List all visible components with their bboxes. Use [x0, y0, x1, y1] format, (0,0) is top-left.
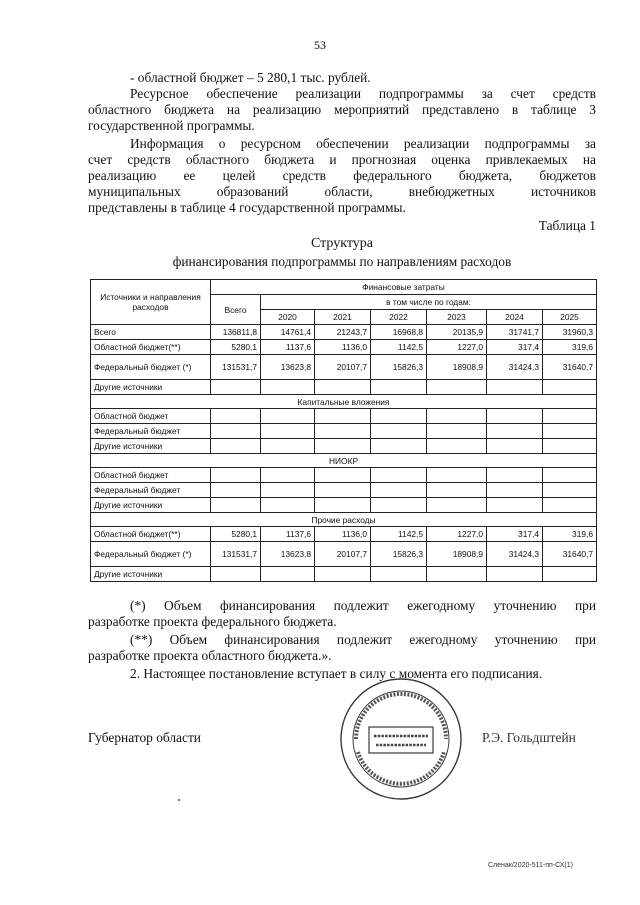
- cell-year-value: 18908,9: [427, 355, 487, 380]
- table-row: [91, 439, 597, 454]
- cell-year-value: 31640,7: [543, 355, 597, 380]
- cell-year-value: [487, 498, 543, 513]
- cell-year-value: [543, 439, 597, 454]
- paragraph-2-line-5: представлены в таблице 4 государственной программы.: [88, 200, 406, 215]
- row-label: Федеральный бюджет: [91, 483, 211, 498]
- cell-year-value: 1136,0: [315, 340, 371, 355]
- cell-year-value: [261, 468, 315, 483]
- note-2-line-1: (**) Объем финансирования подлежит ежегодному уточнению при: [130, 632, 596, 647]
- table-row: [91, 468, 597, 483]
- document-code: Сленак/2020-511-пп-СХ(1): [488, 862, 573, 869]
- cell-year-value: [543, 424, 597, 439]
- table-row: [91, 355, 597, 380]
- general-rows: [91, 325, 597, 395]
- cell-total: [211, 483, 261, 498]
- cell-year-value: 319,6: [543, 527, 597, 542]
- paragraph-1-line-1: Ресурсное обеспечение реализации подпрограммы за счет средств: [130, 86, 596, 101]
- cell-year-value: 20107,7: [315, 355, 371, 380]
- cell-total: [211, 424, 261, 439]
- cell-year-value: 317,4: [487, 340, 543, 355]
- table-row: [91, 424, 597, 439]
- row-label: Федеральный бюджет: [91, 424, 211, 439]
- table-row: [91, 498, 597, 513]
- cell-year-value: 31741,7: [487, 325, 543, 340]
- paragraph-2-line-4: муниципальных образований области, внебюджетных источников: [88, 184, 596, 199]
- cell-year-value: [487, 409, 543, 424]
- note-2-line-2: разработке проекта областного бюджета.».: [88, 648, 332, 663]
- cell-total: 136811,8: [211, 325, 261, 340]
- table-header-row-1: [91, 280, 597, 295]
- cell-year-value: 13623,8: [261, 355, 315, 380]
- table-title: Структура: [310, 236, 374, 251]
- cell-total: [211, 409, 261, 424]
- cell-total: [211, 498, 261, 513]
- cell-year-value: [261, 409, 315, 424]
- table-row: [91, 340, 597, 355]
- cell-year-value: [427, 409, 487, 424]
- note-1-line-2: разработке проекта федерального бюджета.: [88, 614, 337, 629]
- table-subtitle: финансирования подпрограммы по направлениям расходов: [172, 254, 512, 269]
- note-1-line-1: (*) Объем финансирования подлежит ежегодному уточнению при: [130, 598, 596, 613]
- cell-year-value: 317,4: [487, 527, 543, 542]
- cell-total: [211, 567, 261, 582]
- cell-year-value: [487, 424, 543, 439]
- cell-year-value: 16968,8: [371, 325, 427, 340]
- cell-year-value: [543, 498, 597, 513]
- cell-year-value: [261, 567, 315, 582]
- year-header: 2020: [261, 310, 315, 325]
- table-row: [91, 483, 597, 498]
- cell-total: 131531,7: [211, 355, 261, 380]
- cell-year-value: [543, 380, 597, 395]
- cell-year-value: [427, 380, 487, 395]
- year-header: 2025: [543, 310, 597, 325]
- cell-total: [211, 468, 261, 483]
- row-label: Областной бюджет(**): [91, 340, 211, 355]
- cell-year-value: [427, 567, 487, 582]
- cell-year-value: [487, 439, 543, 454]
- cell-total: [211, 380, 261, 395]
- table-label: Таблица 1: [538, 218, 596, 233]
- row-label: Федеральный бюджет (*): [91, 355, 211, 380]
- cell-total: 5280,1: [211, 340, 261, 355]
- cell-year-value: [315, 468, 371, 483]
- year-header: 2022: [371, 310, 427, 325]
- header-sources: Источники и направления расходов: [91, 280, 211, 325]
- cell-year-value: 20135,9: [427, 325, 487, 340]
- capital-rows: [91, 409, 597, 454]
- cell-year-value: [487, 483, 543, 498]
- cell-year-value: [315, 498, 371, 513]
- cell-year-value: [315, 424, 371, 439]
- cell-year-value: [543, 468, 597, 483]
- table-row: [91, 380, 597, 395]
- clause-2: 2. Настоящее постановление вступает в силу с момента его подписания.: [130, 666, 543, 681]
- year-header: 2024: [487, 310, 543, 325]
- cell-year-value: [371, 567, 427, 582]
- cell-year-value: [543, 483, 597, 498]
- cell-year-value: [487, 567, 543, 582]
- section-capital-investments: Капитальные вложения: [91, 395, 597, 409]
- cell-year-value: [371, 424, 427, 439]
- cell-year-value: [261, 424, 315, 439]
- header-financial-costs: Финансовые затраты: [211, 280, 597, 295]
- cell-year-value: [261, 380, 315, 395]
- section-row-niokr: [91, 454, 597, 468]
- cell-year-value: [371, 483, 427, 498]
- cell-year-value: 1136,0: [315, 527, 371, 542]
- row-label: Всего: [91, 325, 211, 340]
- row-label: Федеральный бюджет (*): [91, 542, 211, 567]
- paragraph-2-line-3: реализацию ее целей средств федерального бюджета, бюджетов: [88, 168, 596, 183]
- organizational-stamp: [334, 672, 468, 806]
- cell-year-value: 319,6: [543, 340, 597, 355]
- cell-year-value: [427, 439, 487, 454]
- section-niokr: НИОКР: [91, 454, 597, 468]
- cell-year-value: 20107,7: [315, 542, 371, 567]
- cell-year-value: 1142,5: [371, 527, 427, 542]
- cell-year-value: 31424,3: [487, 355, 543, 380]
- cell-year-value: 1227,0: [427, 340, 487, 355]
- cell-year-value: [543, 567, 597, 582]
- cell-year-value: 31960,3: [543, 325, 597, 340]
- cell-year-value: [315, 483, 371, 498]
- cell-year-value: [261, 483, 315, 498]
- row-label: Другие источники: [91, 439, 211, 454]
- table-row: [91, 325, 597, 340]
- cell-year-value: 1227,0: [427, 527, 487, 542]
- other-rows: [91, 527, 597, 582]
- year-header: 2023: [427, 310, 487, 325]
- table-row: [91, 527, 597, 542]
- cell-year-value: [261, 498, 315, 513]
- cell-year-value: 15826,3: [371, 355, 427, 380]
- header-by-year: в том числе по годам:: [261, 295, 597, 310]
- paragraph-2-line-1: Информация о ресурсном обеспечении реализации подпрограммы за: [130, 136, 596, 151]
- signature-position: Губернатор области: [88, 730, 201, 745]
- row-label: Другие источники: [91, 380, 211, 395]
- cell-year-value: [371, 498, 427, 513]
- section-row-other: [91, 513, 597, 527]
- cell-year-value: 14761,4: [261, 325, 315, 340]
- paragraph-2-line-2: счет средств областного бюджета и прогнозная оценка привлекаемых на: [88, 152, 596, 167]
- year-header: 2021: [315, 310, 371, 325]
- cell-year-value: 1137,6: [261, 527, 315, 542]
- row-label: Другие источники: [91, 567, 211, 582]
- cell-year-value: [315, 439, 371, 454]
- cell-year-value: [487, 468, 543, 483]
- paragraph-1-line-2: областного бюджета на реализацию мероприятий представлено в таблице 3: [88, 102, 596, 117]
- financing-table: [90, 279, 597, 582]
- cell-year-value: 31424,3: [487, 542, 543, 567]
- paragraph-1-line-3: государственной программы.: [88, 118, 255, 133]
- signature-name: Р.Э. Гольдштейн: [482, 730, 576, 745]
- cell-year-value: 1142,5: [371, 340, 427, 355]
- page-number: 53: [314, 38, 326, 52]
- cell-year-value: [371, 468, 427, 483]
- cell-year-value: [543, 409, 597, 424]
- row-label: Областной бюджет: [91, 468, 211, 483]
- cell-total: 131531,7: [211, 542, 261, 567]
- cell-year-value: [427, 468, 487, 483]
- cell-year-value: 13623,8: [261, 542, 315, 567]
- cell-year-value: [427, 424, 487, 439]
- scan-dot: [178, 799, 180, 801]
- cell-year-value: [371, 409, 427, 424]
- cell-year-value: 15826,3: [371, 542, 427, 567]
- table-row: [91, 542, 597, 567]
- cell-year-value: 21243,7: [315, 325, 371, 340]
- section-other-expenses: Прочие расходы: [91, 513, 597, 527]
- cell-year-value: 31640,7: [543, 542, 597, 567]
- cell-year-value: [315, 567, 371, 582]
- row-label: Другие источники: [91, 498, 211, 513]
- cell-year-value: [487, 380, 543, 395]
- cell-year-value: [315, 380, 371, 395]
- cell-total: [211, 439, 261, 454]
- cell-year-value: [427, 483, 487, 498]
- cell-total: 5280,1: [211, 527, 261, 542]
- cell-year-value: [371, 439, 427, 454]
- cell-year-value: [315, 409, 371, 424]
- cell-year-value: 1137,6: [261, 340, 315, 355]
- row-label: Областной бюджет(**): [91, 527, 211, 542]
- table-row: [91, 567, 597, 582]
- cell-year-value: [261, 439, 315, 454]
- cell-year-value: [371, 380, 427, 395]
- budget-summary-line: - областной бюджет – 5 280,1 тыс. рублей.: [130, 70, 371, 85]
- section-row-capital: [91, 395, 597, 409]
- table-row: [91, 409, 597, 424]
- row-label: Областной бюджет: [91, 409, 211, 424]
- header-total: Всего: [211, 295, 261, 325]
- cell-year-value: [427, 498, 487, 513]
- cell-year-value: 18908,9: [427, 542, 487, 567]
- niokr-rows: [91, 468, 597, 513]
